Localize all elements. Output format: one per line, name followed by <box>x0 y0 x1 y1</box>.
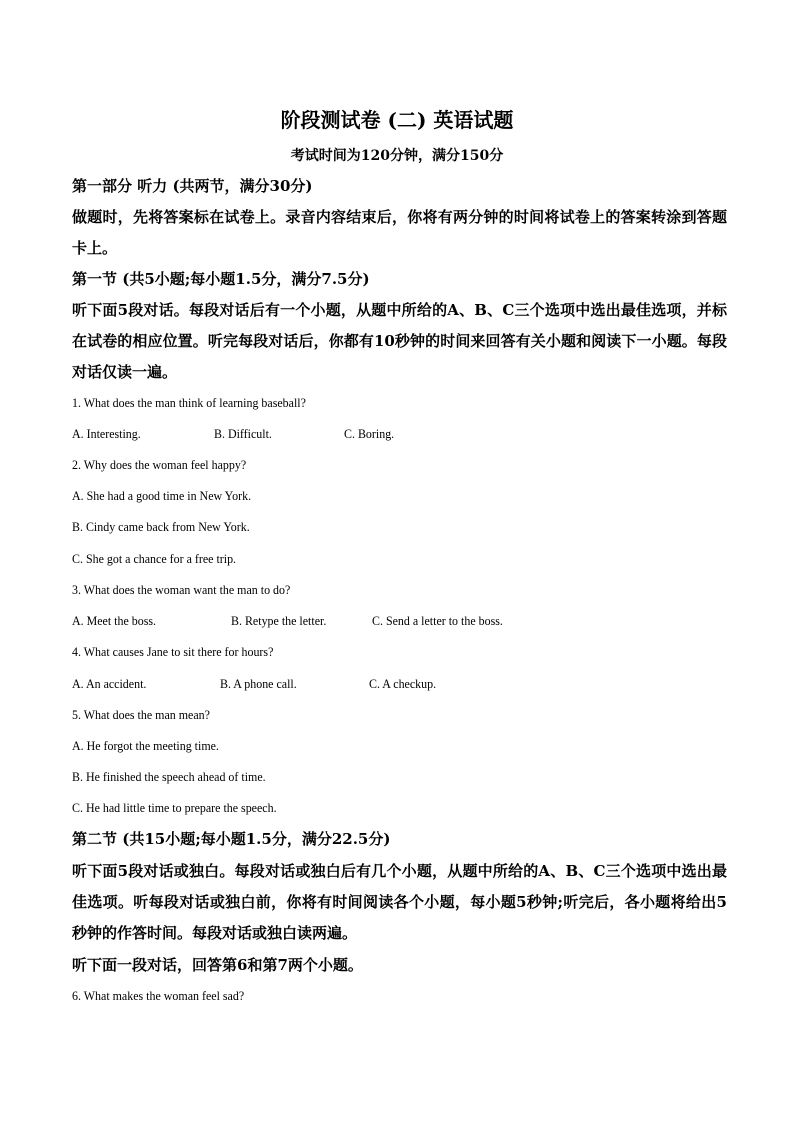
option-c: C. Boring. <box>344 426 395 441</box>
question-6: 6. What makes the woman feel sad? <box>72 988 245 1003</box>
question-4-options <box>72 675 732 693</box>
group-instruction: 听下面一段对话，回答第6和第7两个小题。 <box>72 956 363 974</box>
option-a: A. Meet the boss. <box>72 613 157 628</box>
option-a: A. Interesting. <box>72 426 141 441</box>
option-c: C. Send a letter to the boss. <box>372 613 503 628</box>
option-b: B. A phone call. <box>220 676 297 691</box>
option-b: B. He finished the speech ahead of time. <box>72 769 266 784</box>
option-b: B. Cindy came back from New York. <box>72 519 250 534</box>
exam-info: 考试时间为120分钟，满分150分 <box>290 148 504 164</box>
option-a: A. An accident. <box>72 676 147 691</box>
page-title: 阶段测试卷 (二) 英语试题 <box>280 108 514 132</box>
option-c: C. He had little time to prepare the speech. <box>72 800 277 815</box>
question-4: 4. What causes Jane to sit there for hours? <box>72 644 274 659</box>
section2-heading: 第二节 (共15小题;每小题1.5分，满分22.5分) <box>72 830 391 848</box>
option-a: A. He forgot the meeting time. <box>72 738 219 753</box>
option-a: A. She had a good time in New York. <box>72 488 252 503</box>
part1-heading: 第一部分 听力 (共两节，满分30分) <box>72 177 313 195</box>
option-b: B. Difficult. <box>214 426 272 441</box>
section1-instruction: 听下面5段对话。每段对话后有一个小题，从题中所给的A、B、C三个选项中选出最佳选项，并标在试卷的相应位置。听完每段对话后，你都有10秒钟的时间来回答有关小题和阅读下一小题。每段对话仅读一遍。 <box>72 301 727 381</box>
question-5: 5. What does the man mean? <box>72 707 210 722</box>
section2-instruction: 听下面5段对话或独白。每段对话或独白后有几个小题，从题中所给的A、B、C三个选项中选出最佳选项。听每段对话或独白前，你将有时间阅读各个小题，每小题5秒钟;听完后，各小题将给出5秒钟的作答时间。每段对话或独白读两遍。 <box>72 862 727 942</box>
question-3: 3. What does the woman want the man to do? <box>72 582 291 597</box>
question-1: 1. What does the man think of learning baseball? <box>72 395 306 410</box>
question-1-options <box>72 425 732 443</box>
section1-heading: 第一节 (共5小题;每小题1.5分，满分7.5分) <box>72 270 370 288</box>
part1-instruction: 做题时，先将答案标在试卷上。录音内容结束后，你将有两分钟的时间将试卷上的答案转涂到答题卡上。 <box>72 208 727 257</box>
option-c: C. A checkup. <box>369 676 437 691</box>
question-2: 2. Why does the woman feel happy? <box>72 457 247 472</box>
question-3-options <box>72 612 732 630</box>
option-b: B. Retype the letter. <box>231 613 327 628</box>
option-c: C. She got a chance for a free trip. <box>72 551 237 566</box>
